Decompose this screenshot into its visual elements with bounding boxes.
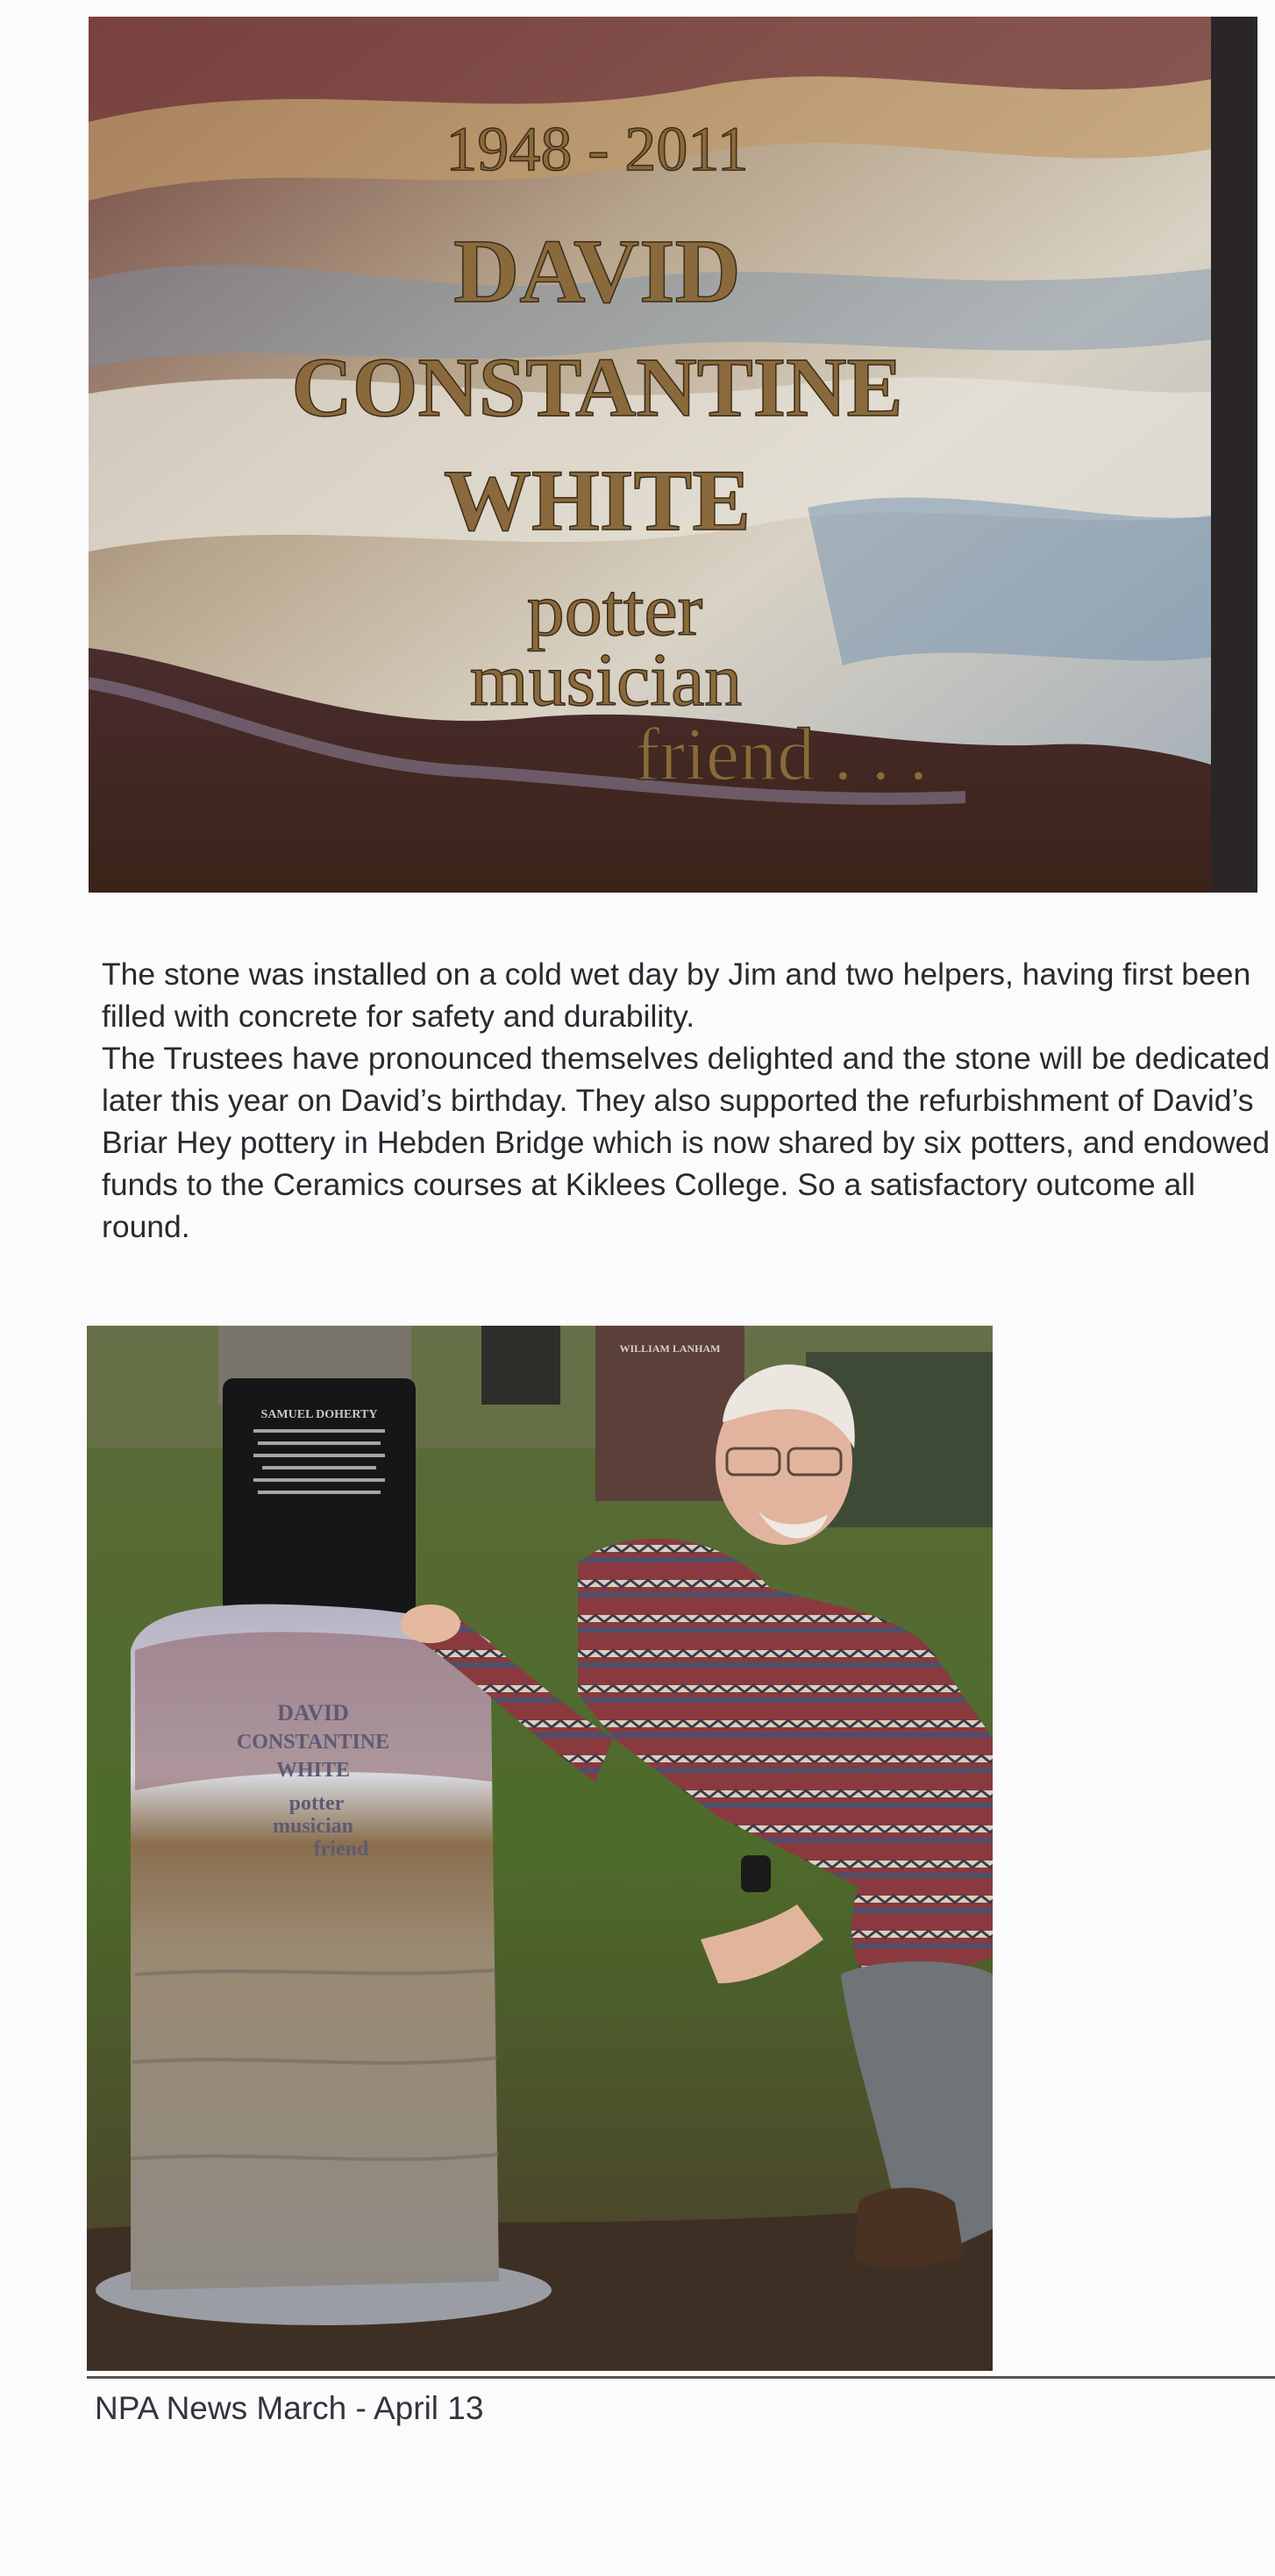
name-engraving-line1: DAVID	[453, 221, 741, 322]
stone-line-3: WHITE	[275, 1759, 351, 1782]
article-paragraph-2: The Trustees have pronounced themselves delighted and the stone will be dedicated later this year on David’s birthday. They also supported the refurbishment of David’s Briar Hey pottery in Hebden Bridge which is now shared by six potters, and endowed funds to the Ceramics courses at Kiklees College. So a satisfactory outcome all round.	[102, 1041, 1271, 1244]
stone-line-6: friend	[313, 1838, 369, 1861]
name-engraving-line3: WHITE	[443, 452, 751, 549]
page-footer: NPA News March - April 13	[95, 2390, 484, 2426]
epitaph-line3: friend . . .	[634, 712, 929, 796]
article-body	[102, 953, 1273, 1248]
stone-line-4: potter	[288, 1792, 345, 1815]
graveyard-photo	[87, 1326, 993, 2371]
stone-line-2: CONSTANTINE	[236, 1731, 390, 1754]
stone-line-5: musician	[272, 1815, 354, 1838]
memorial-stone-closeup-photo	[89, 17, 1257, 893]
article-paragraph-1: The stone was installed on a cold wet day by Jim and two helpers, having first been filled with concrete for safety and durability.	[102, 957, 1251, 1034]
background-headstone-right: WILLIAM LANHAM	[619, 1342, 721, 1355]
stone-line-1: DAVID	[277, 1700, 349, 1726]
epitaph-line2: musician	[469, 637, 743, 722]
epitaph-line1: potter	[526, 567, 703, 651]
footer-divider	[87, 2376, 1275, 2379]
background-headstone-left: SAMUEL DOHERTY	[260, 1408, 378, 1421]
years-engraving: 1948 - 2011	[445, 114, 749, 184]
name-engraving-line2: CONSTANTINE	[291, 340, 903, 434]
